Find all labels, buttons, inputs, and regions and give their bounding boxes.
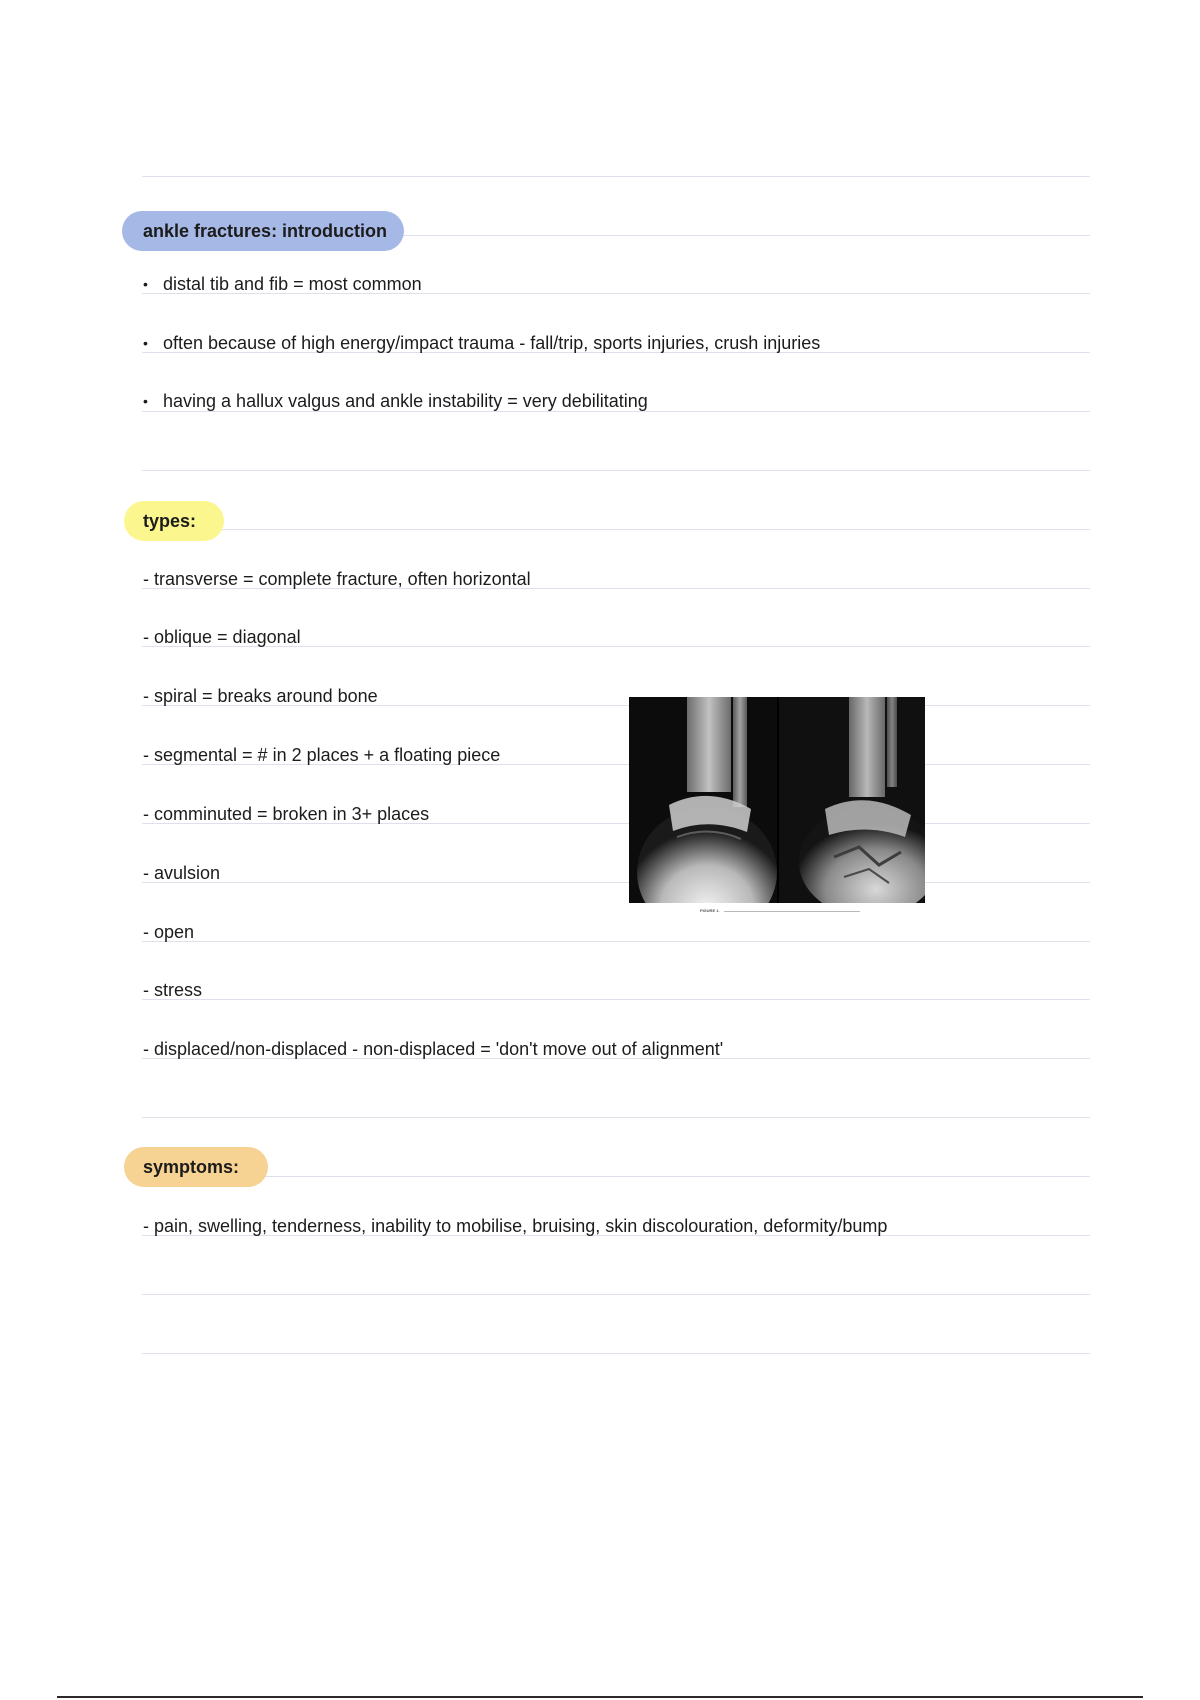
bullet-icon: • bbox=[143, 276, 148, 292]
intro-bullet bbox=[143, 270, 422, 298]
intro-bullet-text: often because of high energy/impact trauma - fall/trip, sports injuries, crush injuries bbox=[163, 333, 821, 353]
xray-caption bbox=[700, 908, 860, 914]
ruled-line bbox=[142, 1117, 1090, 1118]
intro-bullet bbox=[143, 329, 820, 357]
types-item: - oblique = diagonal bbox=[143, 627, 301, 647]
ruled-line bbox=[142, 999, 1090, 1000]
intro-bullet bbox=[143, 387, 648, 415]
types-item: - open bbox=[143, 922, 195, 942]
bullet-icon: • bbox=[143, 335, 148, 351]
bullet-icon: • bbox=[143, 393, 148, 409]
ruled-line bbox=[142, 1176, 1090, 1177]
types-item: - displaced/non-displaced - non-displaced = 'don't move out of alignment' bbox=[143, 1039, 724, 1059]
intro-bullet-text: distal tib and fib = most common bbox=[163, 274, 422, 294]
symptoms-heading: symptoms: bbox=[124, 1147, 268, 1187]
types-item: - comminuted = broken in 3+ places bbox=[143, 804, 430, 824]
xray-caption-text bbox=[724, 911, 860, 912]
page-bottom-border bbox=[57, 1696, 1143, 1698]
ruled-line bbox=[142, 1353, 1090, 1354]
intro-bullet-text: having a hallux valgus and ankle instability = very debilitating bbox=[163, 391, 648, 411]
types-item: - spiral = breaks around bone bbox=[143, 686, 378, 706]
types-item: - transverse = complete fracture, often horizontal bbox=[143, 569, 531, 589]
ruled-line bbox=[142, 176, 1090, 177]
symptoms-item: - pain, swelling, tenderness, inability to mobilise, bruising, skin discolouration, deformity/bump bbox=[143, 1216, 888, 1236]
types-item: - avulsion bbox=[143, 863, 221, 883]
xray-caption-label: FIGURE 1. bbox=[700, 908, 720, 913]
ruled-line bbox=[142, 941, 1090, 942]
ruled-line bbox=[142, 1294, 1090, 1295]
types-heading: types: bbox=[124, 501, 224, 541]
ankle-xray-image bbox=[629, 697, 925, 903]
types-item: - stress bbox=[143, 980, 203, 1000]
types-item: - segmental = # in 2 places + a floating piece bbox=[143, 745, 501, 765]
intro-heading: ankle fractures: introduction bbox=[122, 211, 404, 251]
ruled-line bbox=[142, 529, 1090, 530]
ruled-line bbox=[142, 470, 1090, 471]
ruled-line bbox=[142, 882, 1090, 883]
